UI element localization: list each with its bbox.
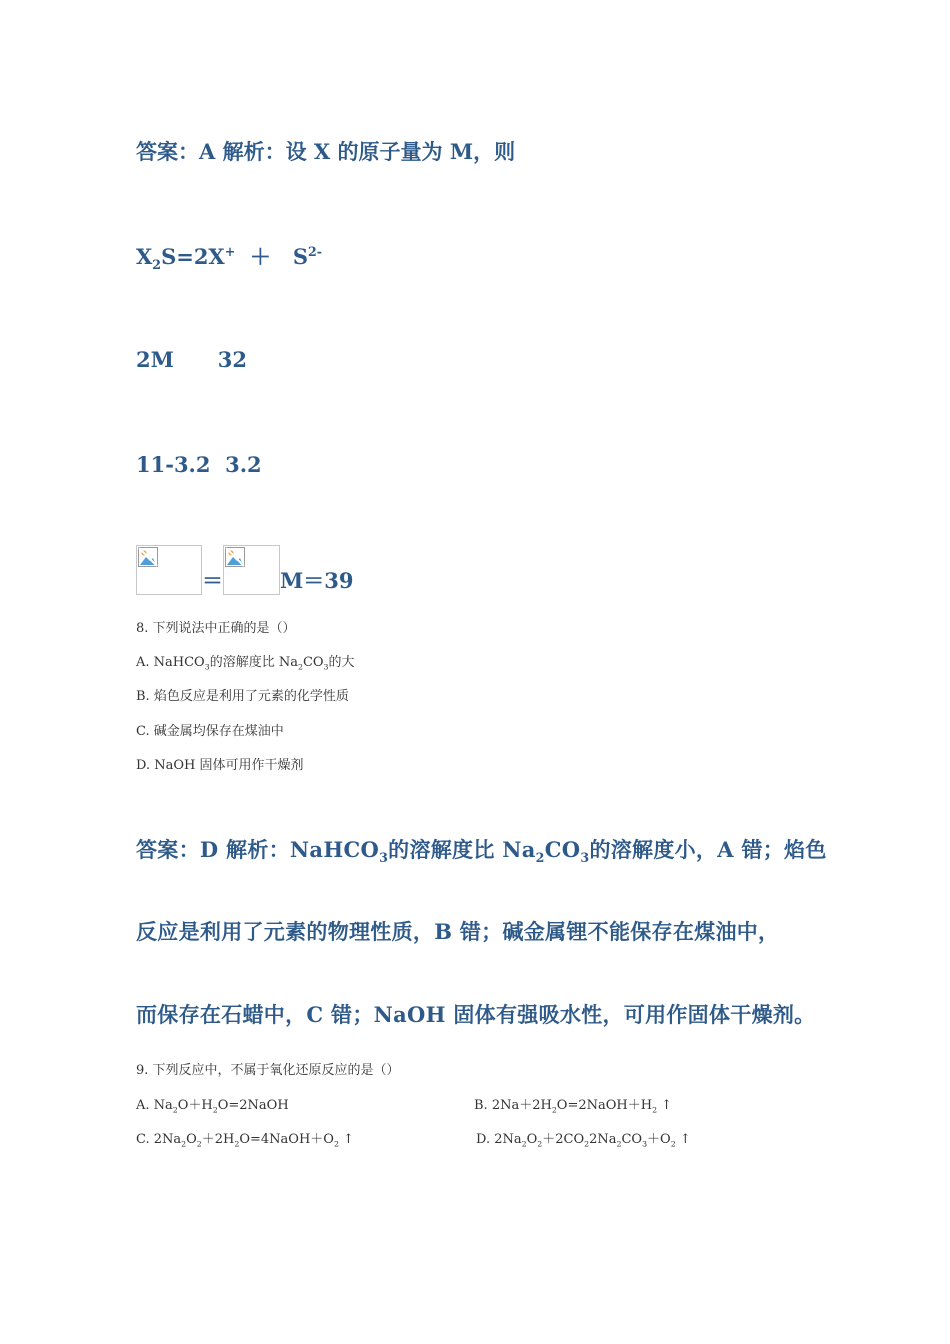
question-9-option-a: A. $Na_2O+H_2O=2NaOH$ bbox=[136, 1098, 289, 1115]
equation-masses: 2M 32 bbox=[136, 347, 247, 372]
answer-8-line3: 而保存在石蜡中，C 错；NaOH 固体有强吸水性，可用作固体干燥剂。 bbox=[136, 1002, 816, 1027]
equals-sign: ＝ bbox=[202, 568, 223, 593]
question-9-stem: 9. 下列反应中，不属于氧化还原反应的是（） bbox=[136, 1063, 400, 1078]
question-8-option-d: D. NaOH 固体可用作干燥剂 bbox=[136, 758, 304, 773]
equation-values: 11-3.2 3.2 bbox=[136, 452, 262, 477]
broken-image-icon bbox=[136, 545, 202, 595]
question-9-option-b: B. $2Na+2H_2O=2NaOH+H_2$ ↑ bbox=[474, 1098, 673, 1115]
question-8-option-c: C. 碱金属均保存在煤油中 bbox=[136, 724, 284, 739]
question-8-option-b: B. 焰色反应是利用了元素的化学性质 bbox=[136, 689, 349, 704]
result-value: M＝39 bbox=[280, 568, 354, 593]
broken-image-icon bbox=[223, 545, 280, 595]
question-9-option-c: C. $2Na_2O_2+2H_2O=4NaOH+O_2$ ↑ bbox=[136, 1132, 354, 1149]
answer-8-line1: 答案：D 解析：NaHCO$_3$的溶解度比 $Na_2CO_3$的溶解度小，A 错；焰色 bbox=[136, 837, 827, 866]
answer-7-intro: 答案：A 解析：设 X 的原子量为 M，则 bbox=[136, 139, 516, 164]
equation-dissociation: $X_2S=2X^+ + S^{2-}$ bbox=[136, 244, 323, 273]
question-9-option-d: D. $2Na_2O_2+2CO_22Na_2CO_3+O_2$ ↑ bbox=[476, 1132, 691, 1149]
answer-8-line2: 反应是利用了元素的物理性质，B 错；碱金属锂不能保存在煤油中， bbox=[136, 919, 780, 944]
question-8-option-a: A. NaHCO$_3$的溶解度比 $Na_2CO_3$的大 bbox=[136, 655, 355, 672]
fraction-equation bbox=[136, 545, 353, 595]
question-8-stem: 8. 下列说法中正确的是（） bbox=[136, 621, 296, 636]
